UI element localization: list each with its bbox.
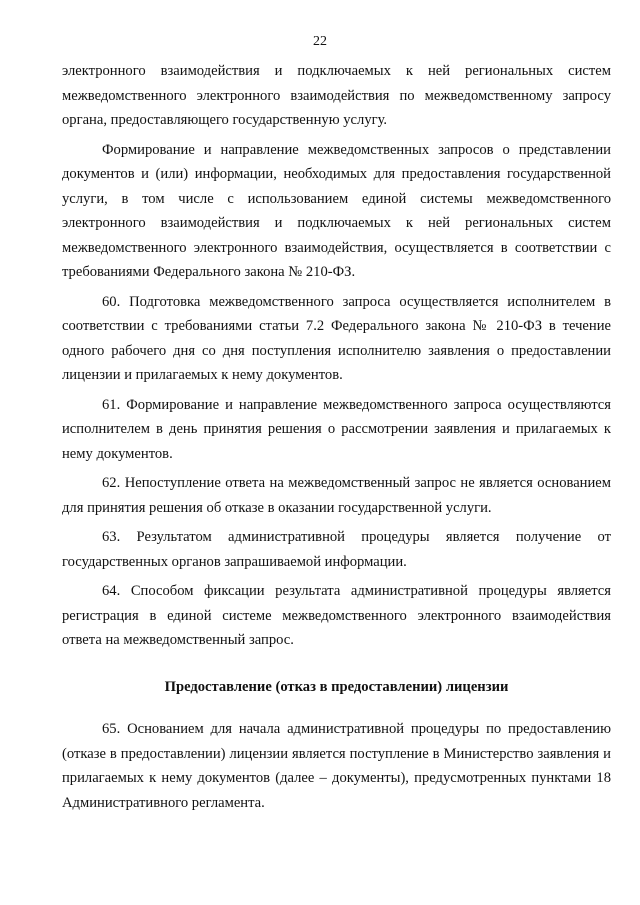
document-body <box>62 59 611 820</box>
paragraph-interagency-requests: Формирование и направление межведомственных запросов о представлении документов и (или) информации, необходимых для предоставления государственной услуги, в том числе с использованием единой системы межведомственного электронного взаимодействия и подключаемых к ней региональных систем межведомственного электронного взаимодействия, осуществляется в соответствии с требованиями Федерального закона № 210-ФЗ. <box>62 141 611 280</box>
paragraph-63: 63. Результатом административной процедуры является получение от государственных органов запрашиваемой информации. <box>62 529 611 570</box>
paragraph-64: 64. Способом фиксации результата административной процедуры является регистрация в единой системе межведомственного электронного взаимодействия ответа на межведомственный запрос. <box>62 583 611 648</box>
paragraph-65: 65. Основанием для начала административной процедуры по предоставлению (отказе в предоставлении) лицензии является поступление в Министерство заявления и прилагаемых к нему документов (далее – документы), предусмотренных пунктами 18 Административного регламента. <box>62 721 611 811</box>
section-heading: Предоставление (отказ в предоставлении) лицензии <box>164 678 509 695</box>
paragraph-continuation: электронного взаимодействия и подключаемых к ней региональных систем межведомственного электронного взаимодействия по межведомственному запросу органа, предоставляющего государственную услугу. <box>62 63 611 128</box>
paragraph-62: 62. Непоступление ответа на межведомственный запрос не является основанием для принятия решения об отказе в оказании государственной услуги. <box>62 475 611 516</box>
paragraph-60: 60. Подготовка межведомственного запроса осуществляется исполнителем в соответствии с требованиями статьи 7.2 Федерального закона № 210-ФЗ в течение одного рабочего дня со дня поступления исполнителю заявления о предоставлении лицензии и прилагаемых к нему документов. <box>62 293 611 383</box>
paragraph-61: 61. Формирование и направление межведомственного запроса осуществляются исполнителем в день принятия решения о рассмотрении заявления и прилагаемых к нему документов. <box>62 396 611 462</box>
page-number: 22 <box>313 34 327 49</box>
